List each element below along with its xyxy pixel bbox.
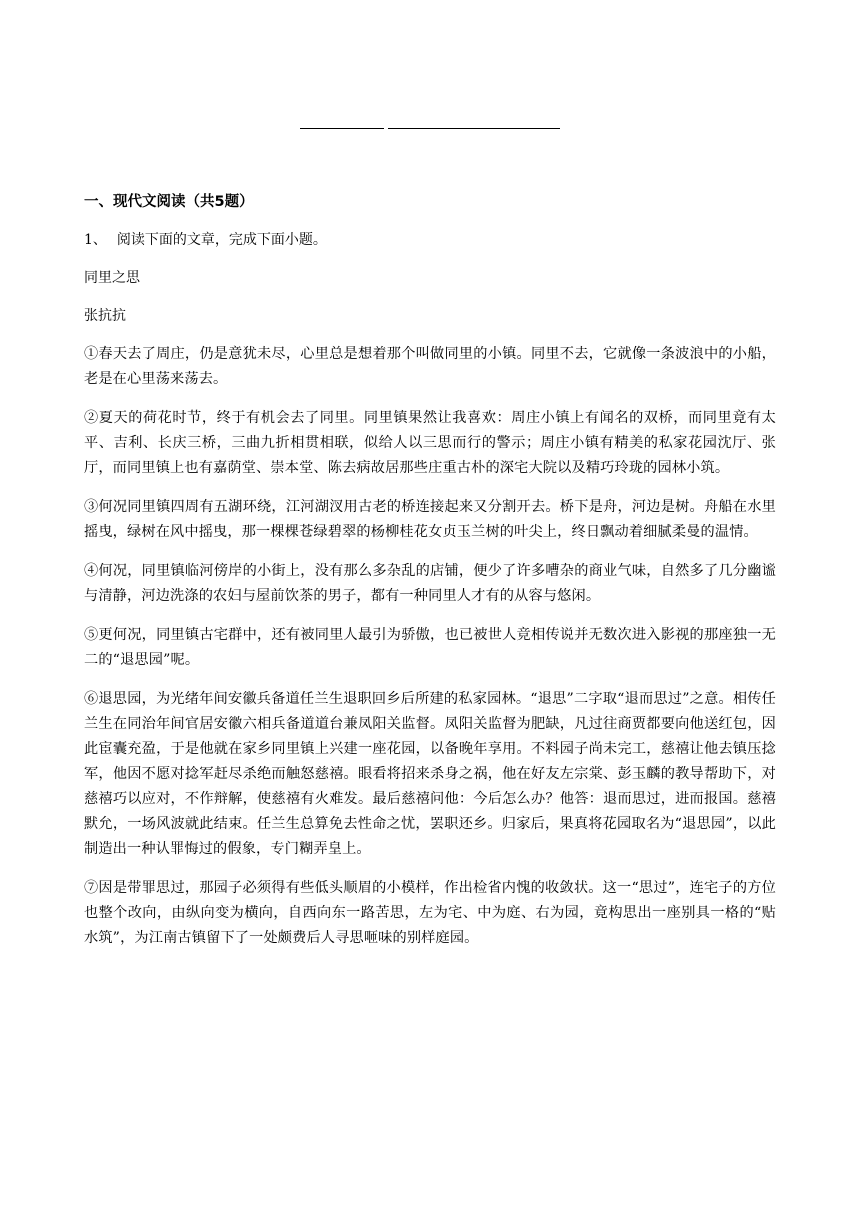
- question-prompt: [84, 228, 776, 252]
- article-paragraph: ⑦因是带罪思过，那园子必须得有些低头顺眉的小模样，作出检省内愧的收敛状。这一“思过”，连宅子的方位也整个改向，由纵向变为横向，自西向东一路苦思，左为宅、中为庭、右为园，竟构思出一座别具一格的“贴水筑”，为江南古镇留下了一处颇费后人寻思咂味的别样庭园。: [84, 880, 776, 946]
- header-underline-segment: [388, 128, 560, 129]
- article-author: 张抗抗: [84, 308, 126, 324]
- article-paragraph: ③何况同里镇四周有五湖环绕，江河湖汊用古老的桥连接起来又分割开去。桥下是舟，河边是树。舟船在水里摇曳，绿树在风中摇曳，那一棵棵苍绿碧翠的杨柳桂花女贞玉兰树的叶尖上，终日飘动着细腻柔曼的温情。: [84, 499, 776, 540]
- article-paragraph: ④何况，同里镇临河傍岸的小街上，没有那么多杂乱的店铺，便少了许多嘈杂的商业气味，自然多了几分幽谧与清静，河边洗涤的农妇与屋前饮茶的男子，都有一种同里人才有的从容与悠闲。: [84, 563, 776, 604]
- article-paragraph: ⑥退思园，为光绪年间安徽兵备道任兰生退职回乡后所建的私家园林。“退思”二字取“退而思过”之意。相传任兰生在同治年间官居安徽六相兵备道道台兼凤阳关监督。凤阳关监督为肥缺，凡过往商贾都要向他送红包，因此宦囊充盈，于是他就在家乡同里镇上兴建一座花园，以备晚年享用。不料园子尚未完工，慈禧让他去镇压捻军，他因不愿对捻军赶尽杀绝而触怒慈禧。眼看将招来杀身之祸，他在好友左宗棠、彭玉麟的教导帮助下，对慈禧巧以应对，不作辩解，使慈禧有火难发。最后慈禧问他：今后怎么办？他答：退而思过，进而报国。慈禧默允，一场风波就此结束。任兰生总算免去性命之忧，罢职还乡。归家后，果真将花园取名为“退思园”，以此制造出一种认罪悔过的假象，专门糊弄皇上。: [84, 691, 776, 857]
- article-paragraph: ⑤更何况，同里镇古宅群中，还有被同里人最引为骄傲，也已被世人竞相传说并无数次进入影视的那座独一无二的“退思园”呢。: [84, 627, 776, 668]
- question-instruction: 阅读下面的文章，完成下面小题。: [116, 232, 327, 248]
- article-paragraph: ①春天去了周庄，仍是意犹未尽，心里总是想着那个叫做同里的小镇。同里不去，它就像一条波浪中的小船，老是在心里荡来荡去。: [84, 346, 776, 387]
- article-title: 同里之思: [84, 270, 140, 286]
- question-number: 1、: [84, 232, 107, 248]
- document-body: [84, 190, 776, 965]
- header-underline: [300, 128, 560, 129]
- section-heading: 一、现代文阅读（共5题）: [84, 194, 254, 210]
- article-paragraph: ②夏天的荷花时节，终于有机会去了同里。同里镇果然让我喜欢：周庄小镇上有闻名的双桥，而同里竟有太平、吉利、长庆三桥，三曲九折相贯相联，似给人以三思而行的警示；周庄小镇有精美的私家花园沈厅、张厅，而同里镇上也有嘉荫堂、崇本堂、陈去病故居那些庄重古朴的深宅大院以及精巧玲珑的园林小筑。: [84, 410, 776, 476]
- header-underline-segment: [300, 128, 384, 129]
